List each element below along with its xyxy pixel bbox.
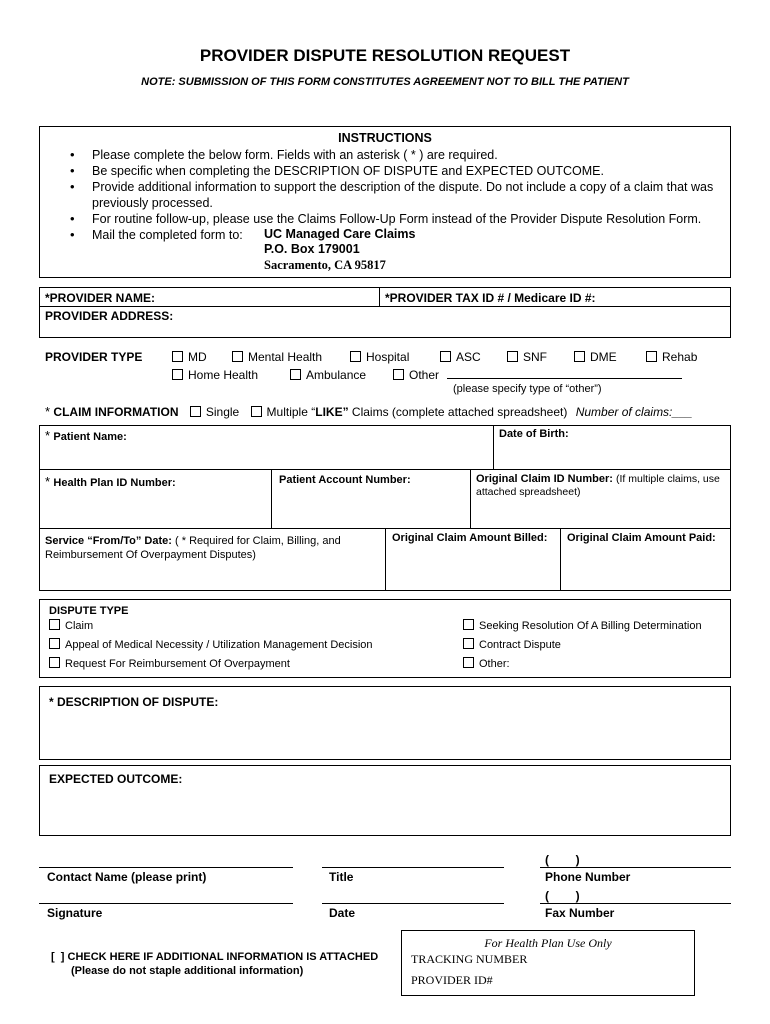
- date-label: Date: [329, 906, 356, 920]
- dispute-medical-necessity[interactable]: Appeal of Medical Necessity / Utilization Management Decision: [49, 638, 373, 651]
- amount-paid-field[interactable]: Original Claim Amount Paid:: [567, 532, 716, 544]
- title-line[interactable]: [322, 867, 504, 868]
- form-title: PROVIDER DISPUTE RESOLUTION REQUEST: [199, 46, 571, 65]
- amount-billed-field[interactable]: Original Claim Amount Billed:: [392, 532, 548, 544]
- provider-type-md[interactable]: MD: [172, 350, 207, 364]
- dispute-type-heading: DISPUTE TYPE: [49, 605, 129, 617]
- provider-name-field[interactable]: *PROVIDER NAME:: [45, 291, 156, 305]
- provider-type-hospital[interactable]: Hospital: [350, 350, 409, 364]
- signature-line[interactable]: [39, 903, 293, 904]
- form-note: NOTE: SUBMISSION OF THIS FORM CONSTITUTES AGREEMENT NOT TO BILL THE PATIENT: [141, 76, 629, 88]
- instruction-item: • Be specific when completing the DESCRIPTION OF DISPUTE and EXPECTED OUTCOME.: [92, 163, 752, 179]
- original-claim-id-note: (If multiple claims, use attached spreadsheet): [476, 473, 720, 498]
- checkbox-icon[interactable]: [350, 351, 361, 362]
- fax-line[interactable]: [540, 903, 731, 904]
- required-asterisk: *: [45, 404, 51, 419]
- checkbox-icon[interactable]: [463, 619, 474, 630]
- other-type-line[interactable]: [447, 378, 682, 379]
- checkbox-icon[interactable]: [251, 406, 262, 417]
- provider-type-rehab[interactable]: Rehab: [646, 350, 697, 364]
- instructions-heading: INSTRUCTIONS: [338, 131, 432, 145]
- service-dates-note: ( * Required for Claim, Billing, and Reimbursement Of Overpayment Disputes): [45, 535, 341, 561]
- single-claim-option[interactable]: Single: [205, 405, 240, 419]
- provider-type-snf[interactable]: SNF: [507, 350, 547, 364]
- checkbox-icon[interactable]: [49, 619, 60, 630]
- checkbox-icon[interactable]: [646, 351, 657, 362]
- instruction-item: • For routine follow-up, please use the Claims Follow-Up Form instead of the Provider Dispute Resolution Form.: [92, 211, 752, 227]
- attachment-notice: CHECK HERE IF ADDITIONAL INFORMATION IS ATTACHED: [67, 951, 379, 963]
- instruction-item: • Please complete the below form. Fields with an asterisk ( * ) are required.: [92, 147, 752, 163]
- checkbox-icon[interactable]: [574, 351, 585, 362]
- fax-label: Fax Number: [545, 906, 615, 920]
- required-asterisk: *: [45, 428, 51, 443]
- description-label: * DESCRIPTION OF DISPUTE:: [49, 695, 219, 709]
- contact-name-label: Contact Name (please print): [47, 870, 207, 884]
- phone-paren: ( ): [545, 853, 580, 867]
- checkbox-icon[interactable]: [49, 657, 60, 668]
- provider-address-field[interactable]: PROVIDER ADDRESS:: [45, 309, 174, 323]
- checkbox-icon[interactable]: [290, 369, 301, 380]
- mail-label: Mail the completed form to:: [92, 228, 243, 242]
- contact-name-line[interactable]: [39, 867, 293, 868]
- provider-type-home-health[interactable]: Home Health: [172, 368, 258, 382]
- attachment-checkbox[interactable]: [ ] CHECK HERE IF ADDITIONAL INFORMATION IS ATTACHED: [51, 951, 379, 963]
- provider-type-label: PROVIDER TYPE: [45, 350, 143, 364]
- provider-id-field: PROVIDER ID#: [411, 973, 493, 987]
- dispute-contract[interactable]: Contract Dispute: [463, 638, 561, 651]
- claim-info-label: CLAIM INFORMATION: [53, 405, 179, 419]
- date-line[interactable]: [322, 903, 504, 904]
- checkbox-icon[interactable]: [463, 657, 474, 668]
- date-of-birth-field[interactable]: Date of Birth:: [499, 428, 569, 440]
- provider-type-dme[interactable]: DME: [574, 350, 617, 364]
- service-dates-field[interactable]: Service “From/To” Date: ( * Required for Claim, Billing, and Reimbursement Of Overpayment Disputes): [45, 535, 341, 561]
- checkbox-icon[interactable]: [172, 369, 183, 380]
- checkbox-icon[interactable]: [49, 638, 60, 649]
- title-label: Title: [329, 870, 354, 884]
- mail-name: UC Managed Care Claims: [264, 227, 416, 241]
- tracking-number-field: TRACKING NUMBER: [411, 952, 528, 966]
- checkbox-icon[interactable]: [440, 351, 451, 362]
- checkbox-icon[interactable]: [463, 638, 474, 649]
- checkbox-icon[interactable]: [393, 369, 404, 380]
- patient-account-field[interactable]: Patient Account Number:: [279, 474, 411, 486]
- original-claim-id-field[interactable]: Original Claim ID Number: (If multiple claims, use attached spreadsheet): [476, 473, 720, 498]
- checkbox-icon[interactable]: [232, 351, 243, 362]
- instruction-item: [92, 227, 752, 243]
- expected-outcome-label: EXPECTED OUTCOME:: [49, 772, 183, 786]
- checkbox-icon[interactable]: [172, 351, 183, 362]
- provider-type-asc[interactable]: ASC: [440, 350, 481, 364]
- dispute-other[interactable]: Other:: [463, 657, 510, 670]
- checkbox-icon[interactable]: [190, 406, 201, 417]
- provider-type-mental-health[interactable]: Mental Health: [232, 350, 322, 364]
- required-asterisk: *: [45, 474, 51, 489]
- health-plan-use-heading: For Health Plan Use Only: [484, 936, 612, 950]
- phone-line[interactable]: [540, 867, 731, 868]
- checkbox-icon[interactable]: [507, 351, 518, 362]
- dispute-claim[interactable]: Claim: [49, 619, 93, 632]
- provider-type-other[interactable]: Other: [393, 368, 439, 382]
- multiple-claim-option[interactable]: Multiple “LIKE” Claims (complete attached spreadsheet): [266, 405, 568, 419]
- other-type-hint: (please specify type of “other”): [453, 383, 602, 395]
- instruction-item: • Provide additional information to support the description of the dispute. Do not include a copy of a claim that was previously processed.: [92, 179, 752, 211]
- health-plan-id-field[interactable]: * Health Plan ID Number:: [45, 474, 176, 489]
- provider-tax-id-field[interactable]: *PROVIDER TAX ID # / Medicare ID #:: [385, 291, 596, 305]
- fax-paren: ( ): [545, 889, 580, 903]
- provider-type-ambulance[interactable]: Ambulance: [290, 368, 366, 382]
- patient-name-field[interactable]: * Patient Name:: [45, 428, 127, 443]
- dispute-overpayment[interactable]: Request For Reimbursement Of Overpayment: [49, 657, 290, 670]
- mail-city: Sacramento, CA 95817: [264, 258, 386, 272]
- claim-info-row: [45, 404, 692, 419]
- phone-label: Phone Number: [545, 870, 631, 884]
- number-of-claims[interactable]: Number of claims:___: [575, 405, 693, 419]
- signature-label: Signature: [47, 906, 103, 920]
- mail-po: P.O. Box 179001: [264, 242, 360, 256]
- attachment-subnote: (Please do not staple additional information): [71, 965, 304, 977]
- dispute-billing-determination[interactable]: Seeking Resolution Of A Billing Determination: [463, 619, 702, 632]
